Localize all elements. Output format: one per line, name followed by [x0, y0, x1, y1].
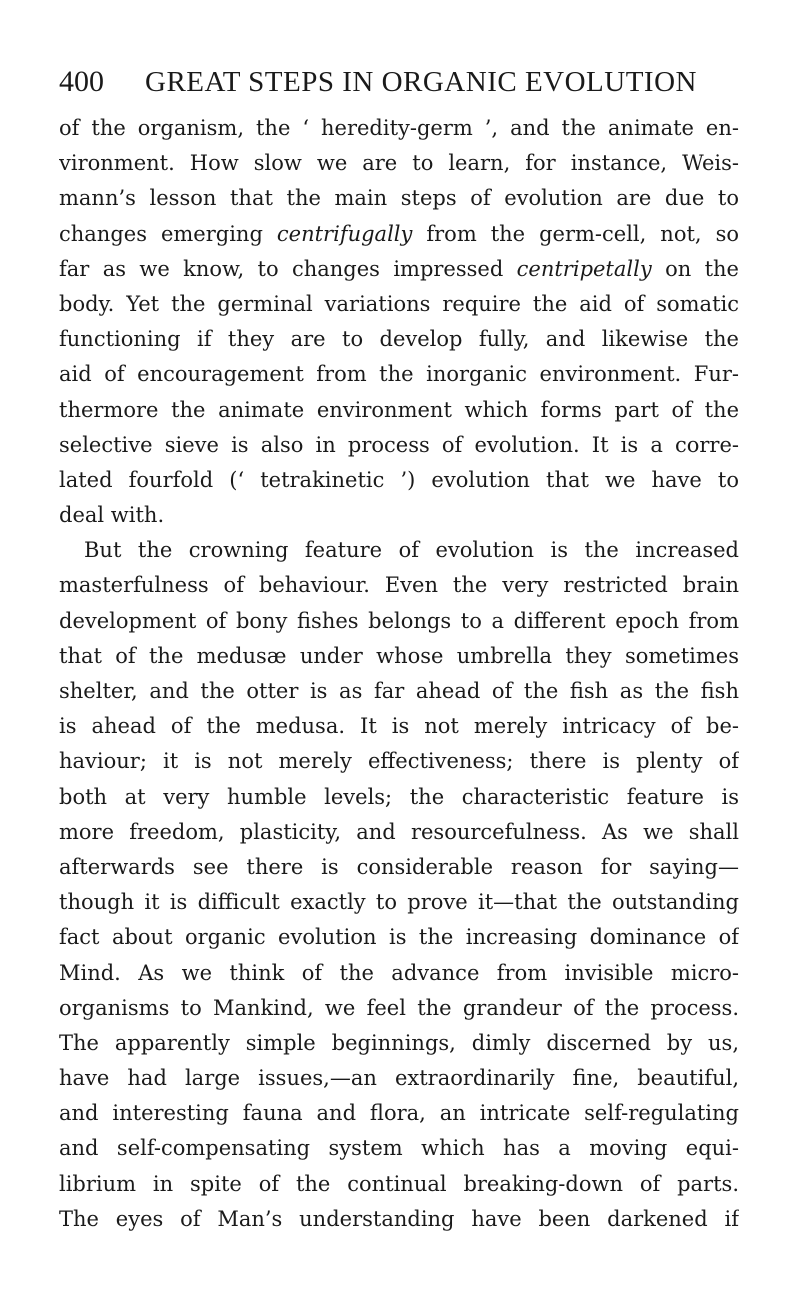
body-text: [59, 111, 739, 1237]
text-line: that of the medusæ under whose umbrella they sometimes: [59, 643, 739, 668]
text-line: aid of encouragement from the inorganic environment. Fur-: [59, 362, 739, 387]
text-line: development of bony fishes belongs to a different epoch from: [59, 608, 739, 633]
text-line: more freedom, plasticity, and resourcefulness. As we shall: [59, 819, 739, 844]
text-line: mann’s lesson that the main steps of evolution are due to: [59, 186, 739, 211]
page-header: [59, 62, 739, 102]
text-line: is ahead of the medusa. It is not merely intricacy of be-: [59, 714, 739, 739]
running-head: GREAT STEPS IN ORGANIC EVOLUTION: [145, 66, 697, 98]
text-line: changes emerging centrifugally from the germ-cell, not, so: [59, 221, 739, 246]
text-line: But the crowning feature of evolution is the increased: [84, 538, 739, 563]
text-line: body. Yet the germinal variations require the aid of somatic: [59, 291, 739, 316]
text-line: The eyes of Man’s understanding have been darkened if: [59, 1206, 739, 1231]
text-line: and interesting fauna and flora, an intricate self-regulating: [59, 1101, 739, 1126]
text-line: functioning if they are to develop fully, and likewise the: [59, 327, 739, 352]
text-line: both at very humble levels; the characteristic feature is: [59, 784, 739, 809]
text-line: vironment. How slow we are to learn, for instance, Weis-: [59, 151, 739, 176]
text-line: fact about organic evolution is the increasing dominance of: [59, 925, 739, 950]
text-line: masterfulness of behaviour. Even the very restricted brain: [59, 573, 739, 598]
text-line: and self-compensating system which has a moving equi-: [59, 1136, 739, 1161]
text-line: far as we know, to changes impressed centripetally on the: [59, 256, 739, 281]
text-line: haviour; it is not merely effectiveness; there is plenty of: [59, 749, 739, 774]
text-line: thermore the animate environment which forms part of the: [59, 397, 739, 422]
text-line: Mind. As we think of the advance from invisible micro-: [59, 960, 739, 985]
text-line: The apparently simple beginnings, dimly discerned by us,: [59, 1030, 739, 1055]
text-line: selective sieve is also in process of evolution. It is a corre-: [59, 432, 739, 457]
text-line: have had large issues,—an extraordinarily fine, beautiful,: [59, 1066, 739, 1091]
page-number: 400: [59, 65, 104, 98]
text-line: shelter, and the otter is as far ahead of the fish as the fish: [59, 679, 739, 703]
text-line: deal with.: [59, 503, 165, 528]
text-line: lated fourfold (‘ tetrakinetic ’) evolution that we have to: [59, 467, 739, 492]
text-line: afterwards see there is considerable reason for saying—: [59, 854, 739, 879]
text-line: of the organism, the ‘ heredity-germ ’, and the animate en-: [59, 116, 739, 140]
text-line: though it is difficult exactly to prove it—that the outstanding: [59, 890, 739, 915]
text-line: librium in spite of the continual breaking-down of parts.: [59, 1171, 739, 1196]
text-line: organisms to Mankind, we feel the grandeur of the process.: [59, 995, 739, 1020]
